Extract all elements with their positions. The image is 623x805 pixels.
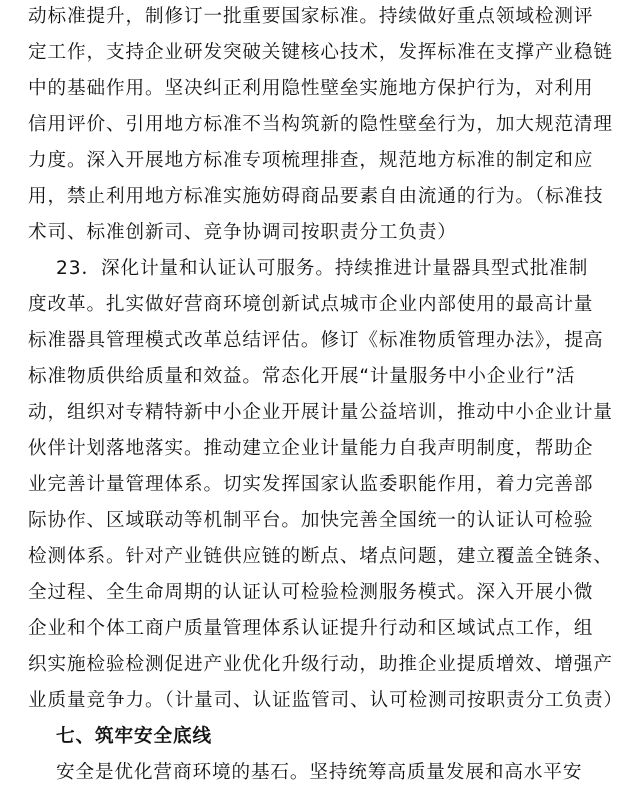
body-text-line: 动标准提升，制修订一批重要国家标准。持续做好重点领域检测评 [28,6,594,27]
body-text-line: 业完善计量管理体系。切实发挥国家认监委职能作用，着力完善部 [28,474,594,495]
body-text-line: 力度。深入开展地方标准专项梳理排查，规范地方标准的制定和应 [28,150,594,171]
body-text-line: 动，组织对专精特新中小企业开展计量公益培训，推动中小企业计量 [28,402,613,423]
section-heading: 七、筑牢安全底线 [56,726,212,747]
body-text-line: 织实施检验检测促进产业优化升级行动，助推企业提质增效、增强产 [28,654,613,675]
body-text-line: 业质量竞争力。（计量司、认证监管司、认可检测司按职责分工负责） [28,690,623,711]
body-text-line: 定工作，支持企业研发突破关键核心技术，发挥标准在支撑产业稳链 [28,42,613,63]
body-text-line: 标准物质供给质量和效益。常态化开展“计量服务中小企业行”活 [28,366,576,387]
body-text-line: 用，禁止利用地方标准实施妨碍商品要素自由流通的行为。（标准技 [28,186,604,207]
body-text-line: 标准器具管理模式改革总结评估。修订《标准物质管理办法》，提高 [28,330,604,351]
body-text-line: 伙伴计划落地落实。推动建立企业计量能力自我声明制度，帮助企 [28,438,594,459]
body-text-line: 全过程、全生命周期的认证认可检验检测服务模式。深入开展小微 [28,582,594,603]
body-text-line: 术司、标准创新司、竞争协调司按职责分工负责） [28,222,457,243]
body-text-line: 际协作、区域联动等机制平台。加快完善全国统一的认证认可检验 [28,510,594,531]
body-text-line: 企业和个体工商户质量管理体系认证提升行动和区域试点工作，组 [28,618,594,639]
body-text-line: 中的基础作用。坚决纠正利用隐性壁垒实施地方保护行为，对利用 [28,78,594,99]
body-text-line: 安全是优化营商环境的基石。坚持统筹高质量发展和高水平安 [56,762,583,783]
body-text-line: 信用评价、引用地方标准不当构筑新的隐性壁垒行为，加大规范清理 [28,114,613,135]
body-text-line: 检测体系。针对产业链供应链的断点、堵点问题，建立覆盖全链条、 [28,546,613,567]
item-23-heading-line: 23．深化计量和认证认可服务。持续推进计量器具型式批准制 [56,258,589,279]
body-text-line: 度改革。扎实做好营商环境创新试点城市企业内部使用的最高计量 [28,294,594,315]
